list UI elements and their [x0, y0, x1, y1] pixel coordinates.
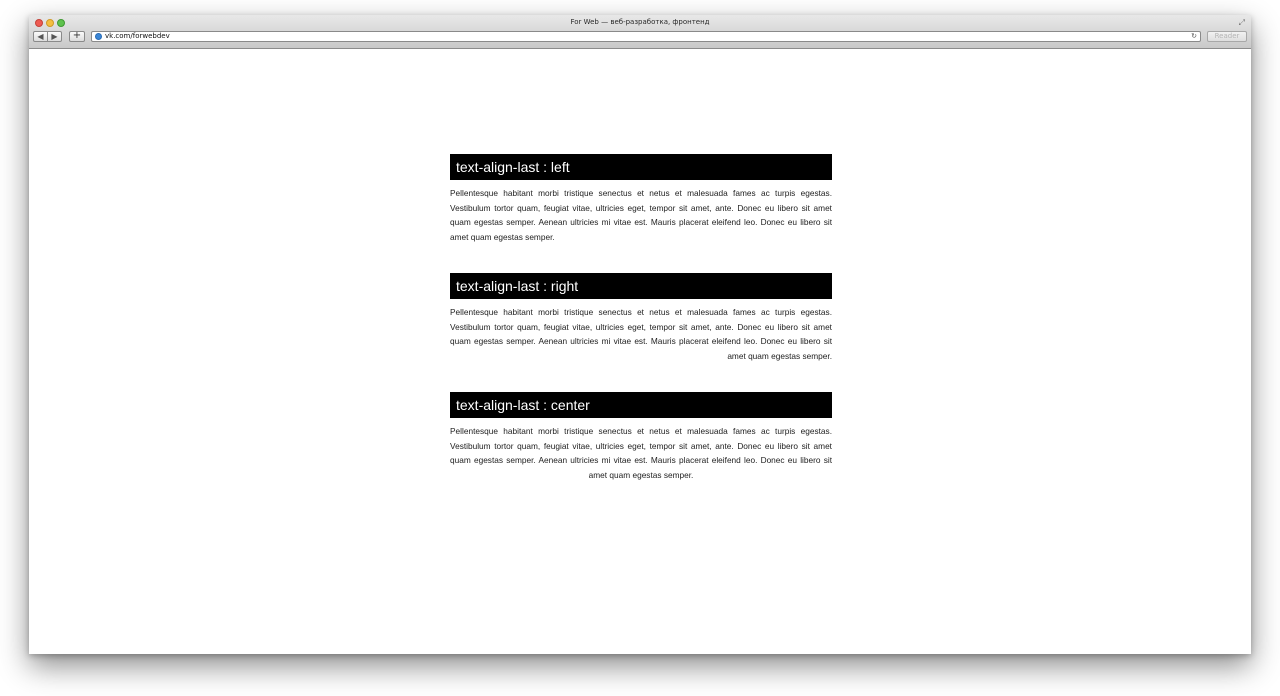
- section-paragraph: Pellentesque habitant morbi tristique senectus et netus et malesuada fames ac turpis egestas. Vestibulum tortor quam, feugiat vitae, ultricies eget, tempor sit amet, ante. Donec eu libero sit amet quam egestas semper. Aenean ultricies mi vitae est. Mauris placerat eleifend leo. Donec eu libero sit amet quam egestas semper.: [450, 188, 832, 243]
- window-title: For Web — веб-разработка, фронтенд: [570, 18, 710, 26]
- browser-toolbar: [29, 15, 1251, 49]
- globe-icon: [95, 33, 102, 40]
- demo-section-left: [450, 154, 832, 245]
- page-content: [29, 49, 1251, 654]
- url-text[interactable]: vk.com/forwebdev: [105, 32, 170, 40]
- section-paragraph: Pellentesque habitant morbi tristique senectus et netus et malesuada fames ac turpis egestas. Vestibulum tortor quam, feugiat vitae, ultricies eget, tempor sit amet, ante. Donec eu libero sit amet quam egestas semper. Aenean ultricies mi vitae est. Mauris placerat eleifend leo. Donec eu libero sit amet quam egestas semper.: [450, 307, 832, 362]
- section-heading: text-align-last : right: [450, 273, 832, 299]
- browser-window: [29, 15, 1251, 654]
- section-paragraph: Pellentesque habitant morbi tristique senectus et netus et malesuada fames ac turpis egestas. Vestibulum tortor quam, feugiat vitae, ultricies eget, tempor sit amet, ante. Donec eu libero sit amet quam egestas semper. Aenean ultricies mi vitae est. Mauris placerat eleifend leo. Donec eu libero sit amet quam egestas semper.: [450, 426, 832, 481]
- address-bar[interactable]: [91, 31, 1201, 42]
- section-heading: text-align-last : left: [450, 154, 832, 180]
- back-button[interactable]: ◀: [33, 31, 48, 42]
- section-heading: text-align-last : center: [450, 392, 832, 418]
- demo-section-right: [450, 273, 832, 364]
- add-bookmark-button[interactable]: +: [69, 31, 85, 42]
- demo-section-center: [450, 392, 832, 483]
- reload-icon[interactable]: ↻: [1191, 32, 1197, 40]
- reader-button[interactable]: Reader: [1207, 31, 1247, 42]
- fullscreen-icon[interactable]: ⤢: [1238, 18, 1245, 27]
- forward-button[interactable]: ▶: [47, 31, 62, 42]
